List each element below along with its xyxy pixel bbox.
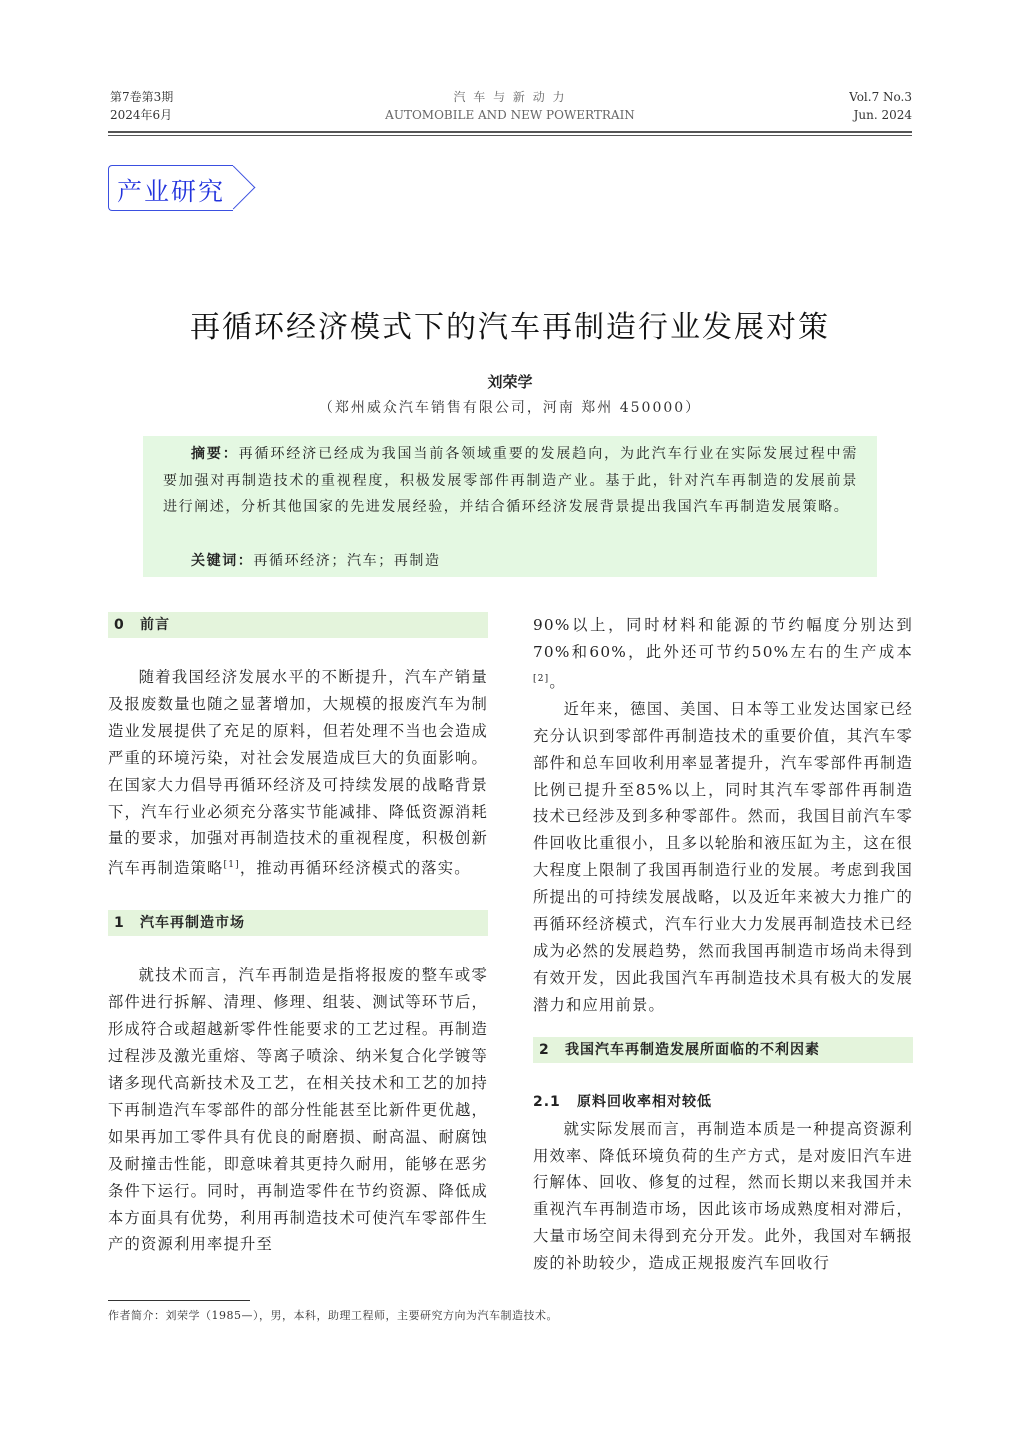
citation: [2]: [533, 673, 550, 684]
section-number: 1: [114, 915, 125, 932]
section-number: 2: [539, 1041, 550, 1058]
subsection-heading: [533, 1089, 913, 1116]
volume-en: Vol.7 No.3: [849, 90, 912, 104]
header-right: [849, 88, 912, 124]
paragraph: 近年来，德国、美国、日本等工业发达国家已经充分认识到零部件再制造技术的重要价值，其汽车零部件和总车回收利用率显著提升，汽车零部件再制造比例已提升至85%以上，同时其汽车零部件再制造技术已经涉及到多种零部件。然而，我国目前汽车零件回收比重很小，且多以轮胎和液压缸为主，这在很大程度上限制了我国再制造行业的发展。考虑到我国所提出的可持续发展战略，以及近年来被大力推广的再循环经济模式，汽车行业大力发展再制造技术已经成为必然的发展趋势，然而我国再制造市场尚未得到有效开发，因此我国汽车再制造技术具有极大的发展潜力和应用前景。: [533, 699, 913, 1014]
paragraph: 90%以上，同时材料和能源的节约幅度分别达到70%和60%，此外还可节约50%左右的生产成本[2]。: [533, 616, 913, 691]
paper-title: 再循环经济模式下的汽车再制造行业发展对策: [190, 310, 830, 345]
abstract-box: [143, 436, 877, 577]
date-en: Jun. 2024: [853, 108, 912, 122]
issue-date: 2024年6月: [110, 108, 173, 122]
section-heading: [108, 910, 488, 936]
journal-name-cn: 汽 车 与 新 动 力: [453, 90, 567, 104]
keywords: [163, 548, 858, 575]
paragraph: 随着我国经济发展水平的不断提升，汽车产销量及报废数量也随之显著增加，大规模的报废汽车为制造业发展提供了充足的原料，但若处理不当也会造成严重的环境污染，对社会发展造成巨大的负面影响。在国家大力倡导再循环经济及可持续发展的战略背景下，汽车行业必须充分落实节能减排、降低资源消耗量的要求，加强对再制造技术的重视程度，积极创新汽车再制造策略[1]，推动再循环经济模式的落实。: [108, 668, 488, 878]
section-heading: [533, 1037, 913, 1063]
abstract: [163, 441, 858, 521]
keywords-text: 再循环经济；汽车；再制造: [253, 553, 441, 569]
header-rule-thin: [108, 135, 912, 136]
subsection-title: 原料回收率相对较低: [577, 1093, 712, 1110]
paragraph: 就实际发展而言，再制造本质是一种提高资源利用效率、降低环境负荷的生产方式，是对废旧汽车进行解体、回收、修复的过程，然而长期以来我国并未重视汽车再制造市场，因此该市场成熟度相对滞后，大量市场空间未得到充分开发。此外，我国对车辆报废的补助较少，造成正规报废汽车回收行: [533, 1119, 913, 1273]
column-tag: [108, 165, 233, 211]
author-footnote: 作者简介：刘荣学（1985—），男，本科，助理工程师，主要研究方向为汽车制造技术。: [108, 1309, 558, 1322]
journal-name-en: AUTOMOBILE AND NEW POWERTRAIN: [385, 108, 635, 122]
subsection-number: 2.1: [533, 1093, 561, 1110]
abstract-text: 再循环经济已经成为我国当前各领域重要的发展趋向，为此汽车行业在实际发展过程中需要加强对再制造技术的重视程度，积极发展零部件再制造产业。基于此，针对汽车再制造的发展前景进行阐述，分析其他国家的先进发展经验，并结合循环经济发展背景提出我国汽车再制造发展策略。: [163, 446, 858, 516]
footnote-rule: [108, 1300, 250, 1301]
section-heading: [108, 612, 488, 638]
author: 刘荣学: [487, 373, 533, 391]
column-tag-label: 产业研究: [117, 177, 226, 206]
section-title: 前言: [140, 617, 170, 633]
header-rule: [108, 131, 912, 133]
affiliation: （郑州威众汽车销售有限公司，河南 郑州 450000）: [318, 400, 702, 416]
abstract-label: 摘要：: [191, 446, 239, 462]
section-number: 0: [114, 617, 125, 633]
issue-number: 第7卷第3期: [110, 90, 174, 104]
keywords-label: 关键词：: [191, 553, 254, 569]
section-title: 汽车再制造市场: [140, 915, 245, 932]
section-title: 我国汽车再制造发展所面临的不利因素: [565, 1041, 820, 1058]
right-column: [533, 612, 913, 1277]
paragraph: 就技术而言，汽车再制造是指将报废的整车或零部件进行拆解、清理、修理、组装、测试等环节后，形成符合或超越新零件性能要求的工艺过程。再制造过程涉及激光重熔、等离子喷涂、纳米复合化学镀等诸多现代高新技术及工艺，在相关技术和工艺的加持下再制造汽车零部件的部分性能甚至比新件更优越，如果再加工零件具有优良的耐磨损、耐高温、耐腐蚀及耐撞击性能，即意味着其更持久耐用，能够在恶劣条件下运行。同时，再制造零件在节约资源、降低成本方面具有优势，利用再制造技术可使汽车零部件生产的资源利用率提升至: [108, 966, 488, 1254]
left-column: [108, 612, 488, 1258]
citation: [1]: [223, 860, 240, 871]
